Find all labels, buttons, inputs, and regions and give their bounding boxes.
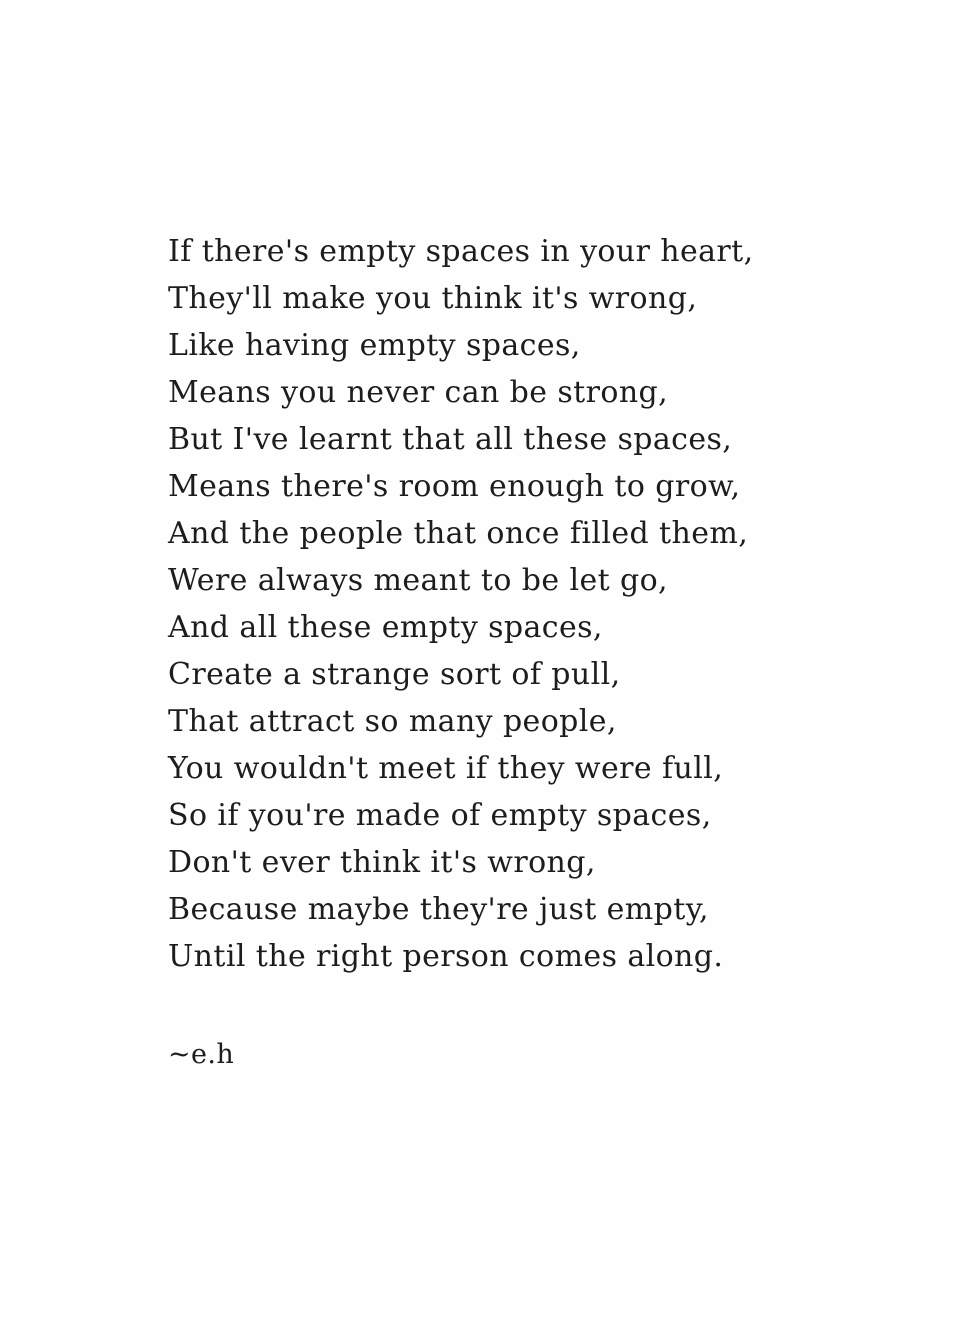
poem-line: Create a strange sort of pull,	[168, 657, 621, 692]
poem-line: And all these empty spaces,	[168, 610, 603, 645]
poem-line: Means you never can be strong,	[168, 375, 669, 410]
poem-signature: ~e.h	[168, 1039, 235, 1070]
poem-line: Like having empty spaces,	[168, 328, 581, 363]
poem-line: But I've learnt that all these spaces,	[168, 422, 733, 457]
poem-line: Because maybe they're just empty,	[168, 892, 709, 927]
poem-line: Means there's room enough to grow,	[168, 469, 741, 504]
poem-line: That attract so many people,	[168, 704, 617, 739]
poem-line: If there's empty spaces in your heart,	[168, 234, 754, 269]
poem-line: And the people that once filled them,	[168, 516, 749, 551]
poem-line: You wouldn't meet if they were full,	[168, 751, 724, 786]
poem-line: Don't ever think it's wrong,	[168, 845, 596, 880]
poem-line: Until the right person comes along.	[168, 939, 724, 974]
poem-line: So if you're made of empty spaces,	[168, 798, 712, 833]
poem-body	[168, 228, 868, 980]
poem-line: They'll make you think it's wrong,	[168, 281, 698, 316]
poem-line: Were always meant to be let go,	[168, 563, 668, 598]
